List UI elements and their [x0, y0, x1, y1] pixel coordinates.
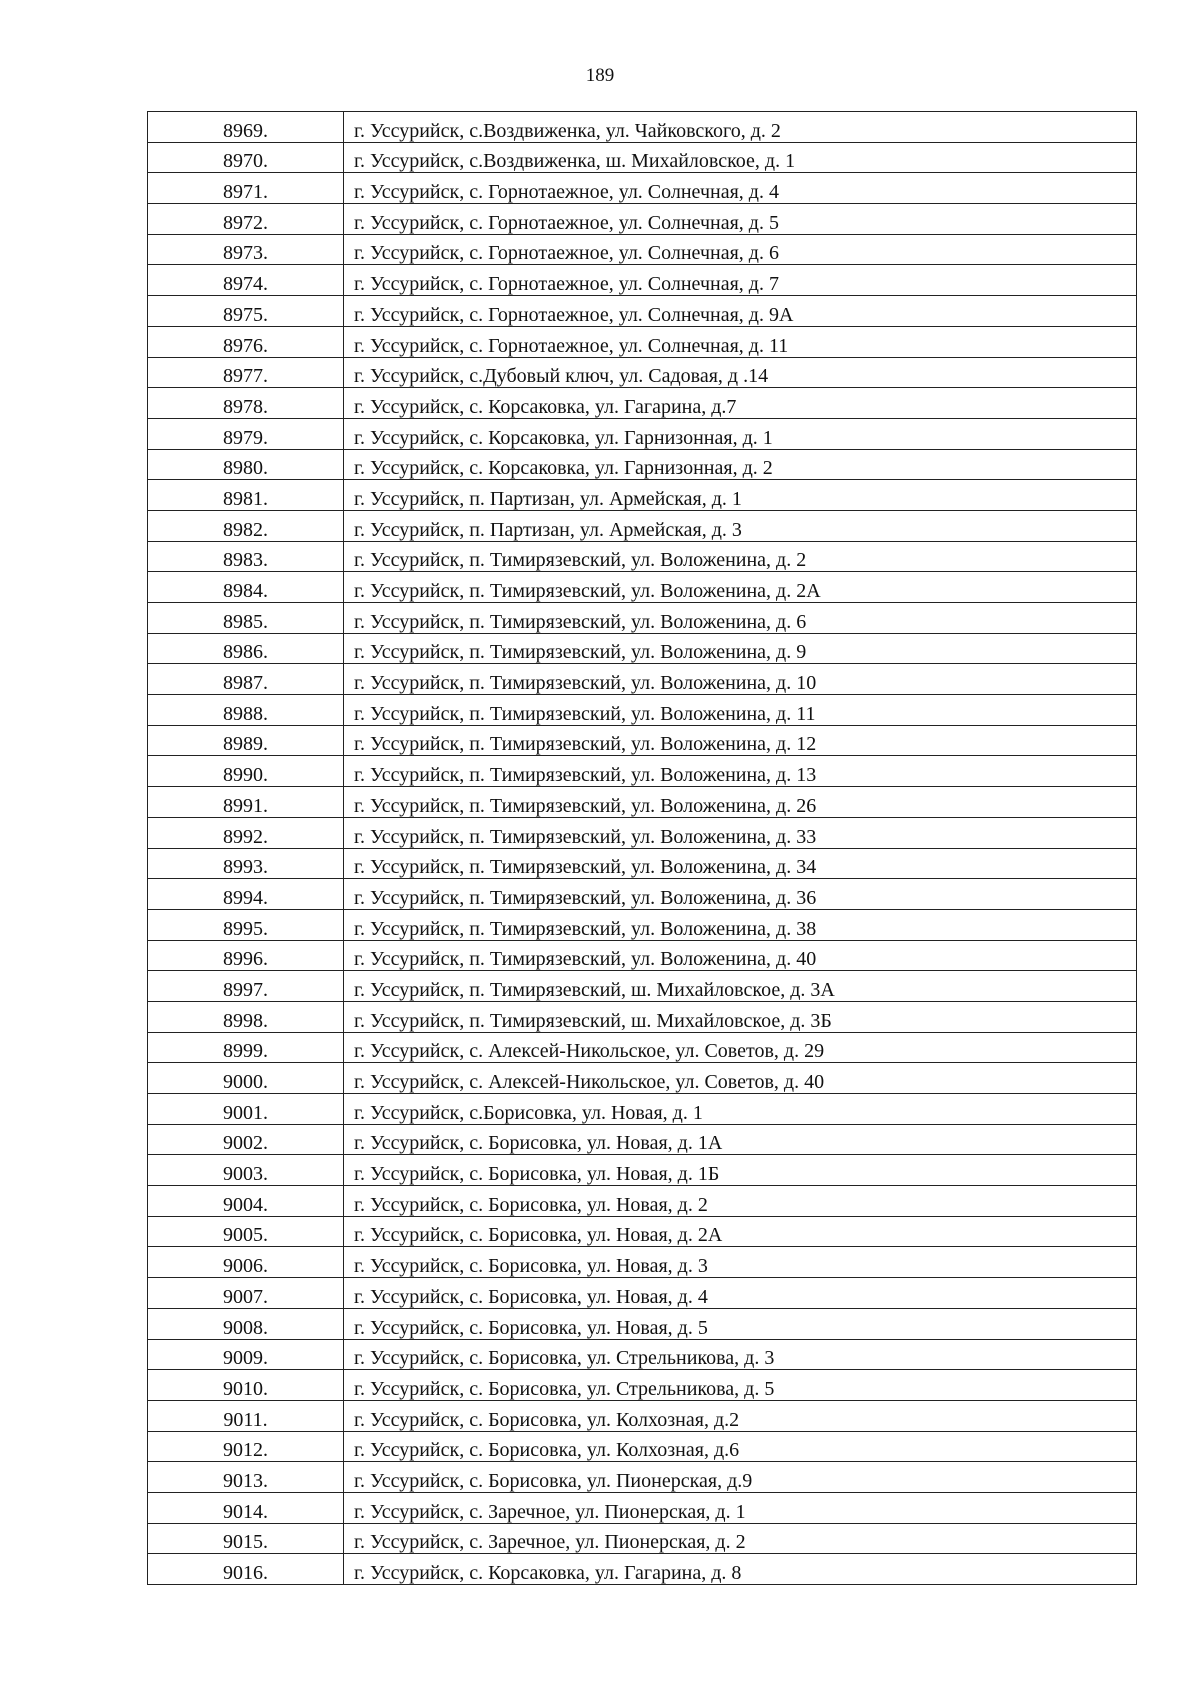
row-address: г. Уссурийск, с. Борисовка, ул. Стрельникова, д. 3	[344, 1339, 1137, 1370]
row-address: г. Уссурийск, с.Дубовый ключ, ул. Садовая, д .14	[344, 357, 1137, 388]
table-row	[148, 480, 1137, 511]
row-address: г. Уссурийск, п. Тимирязевский, ул. Воложенина, д. 26	[344, 787, 1137, 818]
row-address: г. Уссурийск, с.Воздвиженка, ул. Чайковского, д. 2	[344, 112, 1137, 143]
row-number: 8972.	[148, 204, 344, 235]
row-number: 8969.	[148, 112, 344, 143]
table-row	[148, 1247, 1137, 1278]
table-row	[148, 1124, 1137, 1155]
table-row	[148, 1063, 1137, 1094]
table-row	[148, 879, 1137, 910]
row-number: 9002.	[148, 1124, 344, 1155]
table-row	[148, 388, 1137, 419]
table-row	[148, 1400, 1137, 1431]
table-row	[148, 541, 1137, 572]
row-address: г. Уссурийск, с. Горнотаежное, ул. Солнечная, д. 7	[344, 265, 1137, 296]
row-number: 9012.	[148, 1431, 344, 1462]
row-address: г. Уссурийск, п. Тимирязевский, ул. Воложенина, д. 33	[344, 817, 1137, 848]
table-row	[148, 1278, 1137, 1309]
row-address: г. Уссурийск, с. Горнотаежное, ул. Солнечная, д. 9А	[344, 296, 1137, 327]
table-row	[148, 418, 1137, 449]
row-number: 8975.	[148, 296, 344, 327]
row-address: г. Уссурийск, п. Тимирязевский, ул. Воложенина, д. 9	[344, 633, 1137, 664]
row-address: г. Уссурийск, с. Борисовка, ул. Новая, д. 1А	[344, 1124, 1137, 1155]
row-number: 8978.	[148, 388, 344, 419]
table-row	[148, 510, 1137, 541]
row-address: г. Уссурийск, с. Алексей-Никольское, ул. Советов, д. 40	[344, 1063, 1137, 1094]
table-row	[148, 1308, 1137, 1339]
row-number: 9003.	[148, 1155, 344, 1186]
row-address: г. Уссурийск, с. Борисовка, ул. Новая, д. 2	[344, 1186, 1137, 1217]
row-number: 9008.	[148, 1308, 344, 1339]
row-number: 8976.	[148, 326, 344, 357]
table-row	[148, 848, 1137, 879]
table-row	[148, 1431, 1137, 1462]
row-number: 9000.	[148, 1063, 344, 1094]
table-row	[148, 112, 1137, 143]
table-row	[148, 173, 1137, 204]
row-address: г. Уссурийск, п. Тимирязевский, ул. Воложенина, д. 40	[344, 940, 1137, 971]
row-address: г. Уссурийск, п. Тимирязевский, ул. Воложенина, д. 2А	[344, 572, 1137, 603]
row-number: 8970.	[148, 142, 344, 173]
row-number: 9006.	[148, 1247, 344, 1278]
table-row	[148, 1462, 1137, 1493]
row-number: 8993.	[148, 848, 344, 879]
row-address: г. Уссурийск, п. Тимирязевский, ш. Михайловское, д. 3А	[344, 971, 1137, 1002]
table-row	[148, 971, 1137, 1002]
row-number: 8974.	[148, 265, 344, 296]
row-number: 9007.	[148, 1278, 344, 1309]
row-address: г. Уссурийск, с. Заречное, ул. Пионерская, д. 2	[344, 1523, 1137, 1554]
row-address: г. Уссурийск, п. Тимирязевский, ул. Воложенина, д. 2	[344, 541, 1137, 572]
row-address: г. Уссурийск, п. Тимирязевский, ул. Воложенина, д. 34	[344, 848, 1137, 879]
row-address: г. Уссурийск, п. Тимирязевский, ул. Воложенина, д. 36	[344, 879, 1137, 910]
row-address: г. Уссурийск, с. Борисовка, ул. Новая, д. 5	[344, 1308, 1137, 1339]
table-row	[148, 142, 1137, 173]
table-row	[148, 1492, 1137, 1523]
row-number: 8989.	[148, 725, 344, 756]
row-number: 9010.	[148, 1370, 344, 1401]
row-address: г. Уссурийск, с. Борисовка, ул. Новая, д. 2А	[344, 1216, 1137, 1247]
row-address: г. Уссурийск, с. Борисовка, ул. Стрельникова, д. 5	[344, 1370, 1137, 1401]
row-number: 8995.	[148, 909, 344, 940]
row-number: 8988.	[148, 695, 344, 726]
row-number: 9016.	[148, 1554, 344, 1585]
row-number: 9011.	[148, 1400, 344, 1431]
row-number: 8996.	[148, 940, 344, 971]
row-number: 9014.	[148, 1492, 344, 1523]
row-number: 8985.	[148, 603, 344, 634]
row-number: 9005.	[148, 1216, 344, 1247]
table-row	[148, 357, 1137, 388]
row-number: 8991.	[148, 787, 344, 818]
table-row	[148, 695, 1137, 726]
row-address: г. Уссурийск, с. Корсаковка, ул. Гагарина, д. 8	[344, 1554, 1137, 1585]
row-number: 8992.	[148, 817, 344, 848]
row-address: г. Уссурийск, с. Борисовка, ул. Новая, д. 3	[344, 1247, 1137, 1278]
row-address: г. Уссурийск, с. Корсаковка, ул. Гагарина, д.7	[344, 388, 1137, 419]
row-address: г. Уссурийск, п. Тимирязевский, ул. Воложенина, д. 13	[344, 756, 1137, 787]
row-number: 8998.	[148, 1001, 344, 1032]
row-address: г. Уссурийск, с. Заречное, ул. Пионерская, д. 1	[344, 1492, 1137, 1523]
table-row	[148, 1186, 1137, 1217]
table-row	[148, 725, 1137, 756]
row-number: 8979.	[148, 418, 344, 449]
row-number: 8984.	[148, 572, 344, 603]
row-address: г. Уссурийск, с. Борисовка, ул. Новая, д. 1Б	[344, 1155, 1137, 1186]
address-table	[147, 111, 1137, 1585]
table-row	[148, 296, 1137, 327]
row-number: 9001.	[148, 1094, 344, 1125]
table-row	[148, 787, 1137, 818]
table-row	[148, 1001, 1137, 1032]
row-address: г. Уссурийск, п. Тимирязевский, ул. Воложенина, д. 11	[344, 695, 1137, 726]
table-row	[148, 664, 1137, 695]
table-row	[148, 265, 1137, 296]
table-row	[148, 449, 1137, 480]
table-row	[148, 756, 1137, 787]
row-number: 8983.	[148, 541, 344, 572]
table-row	[148, 1554, 1137, 1585]
row-address: г. Уссурийск, с. Корсаковка, ул. Гарнизонная, д. 1	[344, 418, 1137, 449]
row-number: 8999.	[148, 1032, 344, 1063]
table-row	[148, 1155, 1137, 1186]
row-address: г. Уссурийск, п. Тимирязевский, ул. Воложенина, д. 38	[344, 909, 1137, 940]
table-row	[148, 633, 1137, 664]
row-number: 8982.	[148, 510, 344, 541]
row-address: г. Уссурийск, п. Тимирязевский, ул. Воложенина, д. 6	[344, 603, 1137, 634]
row-number: 9013.	[148, 1462, 344, 1493]
row-number: 8971.	[148, 173, 344, 204]
row-address: г. Уссурийск, с.Борисовка, ул. Новая, д. 1	[344, 1094, 1137, 1125]
row-address: г. Уссурийск, с. Борисовка, ул. Новая, д. 4	[344, 1278, 1137, 1309]
table-row	[148, 940, 1137, 971]
table-row	[148, 204, 1137, 235]
row-number: 8981.	[148, 480, 344, 511]
table-row	[148, 1094, 1137, 1125]
row-number: 8990.	[148, 756, 344, 787]
row-address: г. Уссурийск, с.Воздвиженка, ш. Михайловское, д. 1	[344, 142, 1137, 173]
row-number: 8994.	[148, 879, 344, 910]
row-address: г. Уссурийск, с. Борисовка, ул. Колхозная, д.2	[344, 1400, 1137, 1431]
row-number: 9009.	[148, 1339, 344, 1370]
row-address: г. Уссурийск, п. Партизан, ул. Армейская, д. 1	[344, 480, 1137, 511]
table-row	[148, 909, 1137, 940]
row-address: г. Уссурийск, с. Горнотаежное, ул. Солнечная, д. 6	[344, 234, 1137, 265]
row-address: г. Уссурийск, с. Борисовка, ул. Пионерская, д.9	[344, 1462, 1137, 1493]
table-row	[148, 1370, 1137, 1401]
row-number: 8986.	[148, 633, 344, 664]
row-address: г. Уссурийск, с. Горнотаежное, ул. Солнечная, д. 5	[344, 204, 1137, 235]
row-address: г. Уссурийск, п. Партизан, ул. Армейская, д. 3	[344, 510, 1137, 541]
row-number: 8980.	[148, 449, 344, 480]
table-row	[148, 1523, 1137, 1554]
table-row	[148, 234, 1137, 265]
row-number: 8977.	[148, 357, 344, 388]
table-row	[148, 1032, 1137, 1063]
row-address: г. Уссурийск, п. Тимирязевский, ул. Воложенина, д. 10	[344, 664, 1137, 695]
row-address: г. Уссурийск, п. Тимирязевский, ш. Михайловское, д. 3Б	[344, 1001, 1137, 1032]
row-address: г. Уссурийск, с. Горнотаежное, ул. Солнечная, д. 4	[344, 173, 1137, 204]
row-address: г. Уссурийск, с. Корсаковка, ул. Гарнизонная, д. 2	[344, 449, 1137, 480]
row-number: 8997.	[148, 971, 344, 1002]
row-number: 9004.	[148, 1186, 344, 1217]
row-address: г. Уссурийск, п. Тимирязевский, ул. Воложенина, д. 12	[344, 725, 1137, 756]
row-address: г. Уссурийск, с. Борисовка, ул. Колхозная, д.6	[344, 1431, 1137, 1462]
row-number: 8973.	[148, 234, 344, 265]
row-number: 9015.	[148, 1523, 344, 1554]
table-row	[148, 1216, 1137, 1247]
page-number: 189	[585, 65, 615, 86]
row-number: 8987.	[148, 664, 344, 695]
row-address: г. Уссурийск, с. Горнотаежное, ул. Солнечная, д. 11	[344, 326, 1137, 357]
table-row	[148, 603, 1137, 634]
address-table-body	[148, 112, 1137, 1585]
table-row	[148, 326, 1137, 357]
table-row	[148, 1339, 1137, 1370]
row-address: г. Уссурийск, с. Алексей-Никольское, ул. Советов, д. 29	[344, 1032, 1137, 1063]
table-row	[148, 572, 1137, 603]
table-row	[148, 817, 1137, 848]
